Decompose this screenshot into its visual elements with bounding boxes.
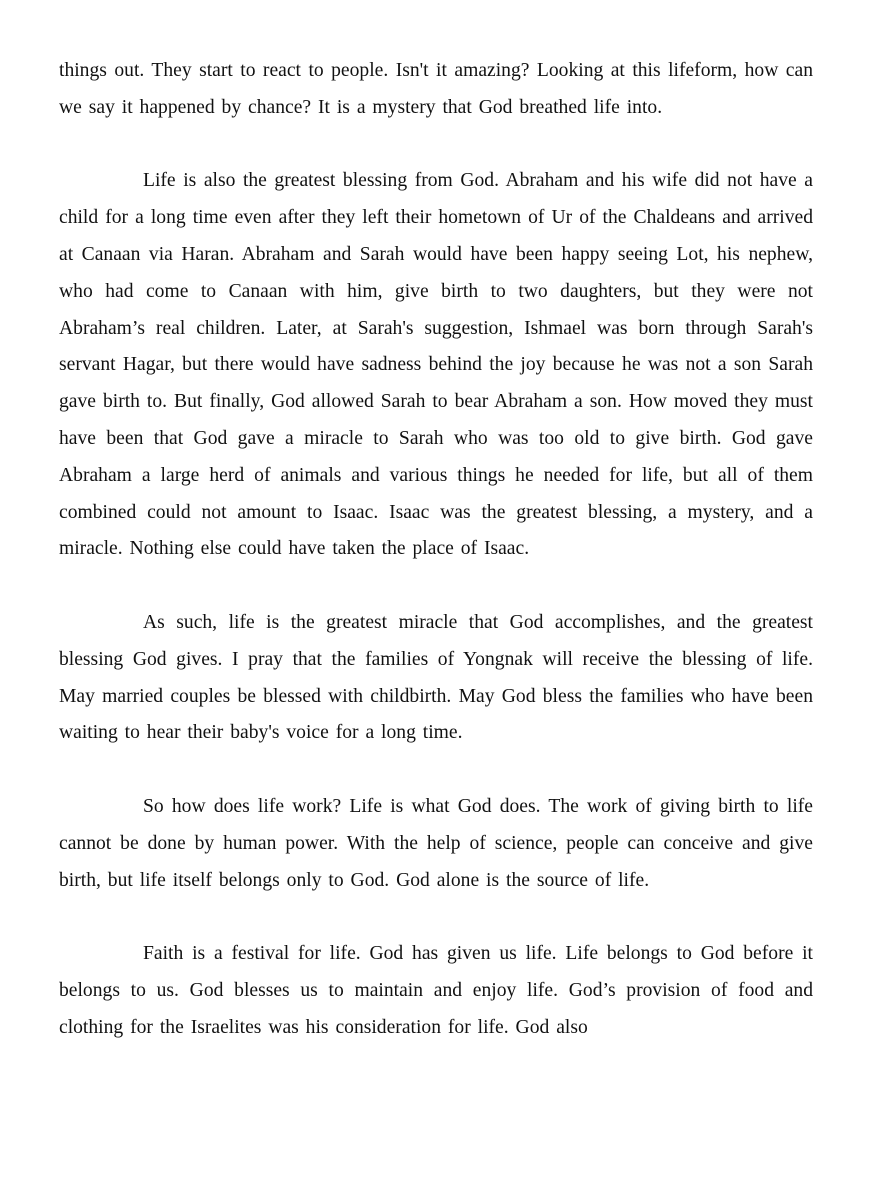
paragraph-5: Faith is a festival for life. God has given us life. Life belongs to God before it belongs to us. God blesses us to maintain and enjoy life. God’s provision of food and clothing for the Israelites was his consideration for life. God also	[59, 943, 813, 1038]
paragraph-gap	[59, 899, 813, 936]
paragraph-3: As such, life is the greatest miracle that God accomplishes, and the greatest blessing God gives. I pray that the families of Yongnak will receive the blessing of life. May married couples be blessed with childbirth. May God bless the families who have been waiting to hear their baby's voice for a long time.	[59, 611, 813, 744]
paragraph-gap	[59, 127, 813, 164]
paragraph-2: Life is also the greatest blessing from God. Abraham and his wife did not have a child for a long time even after they left their hometown of Ur of the Chaldeans and arrived at Canaan via Haran. Abraham and Sarah would have been happy seeing Lot, his nephew, who had come to Canaan with him, give birth to two daughters, but they were not Abraham’s real children. Later, at Sarah's suggestion, Ishmael was born through Sarah's servant Hagar, but there would have sadness behind the joy because he was not a son Sarah gave birth to. But finally, God allowed Sarah to bear Abraham a son. How moved they must have been that God gave a miracle to Sarah who was too old to give birth. God gave Abraham a large herd of animals and various things he needed for life, but all of them combined could not amount to Isaac. Isaac was the greatest blessing, a mystery, and a miracle. Nothing else could have taken the place of Isaac.	[59, 170, 813, 560]
paragraph-gap	[59, 752, 813, 789]
paragraph-gap	[59, 568, 813, 605]
document-page	[59, 53, 813, 1047]
paragraph-4: So how does life work? Life is what God does. The work of giving birth to life cannot be done by human power. With the help of science, people can conceive and give birth, but life itself belongs only to God. God alone is the source of life.	[59, 795, 813, 891]
paragraph-1: things out. They start to react to people. Isn't it amazing? Looking at this lifeform, how can we say it happened by chance? It is a mystery that God breathed life into.	[59, 60, 813, 118]
